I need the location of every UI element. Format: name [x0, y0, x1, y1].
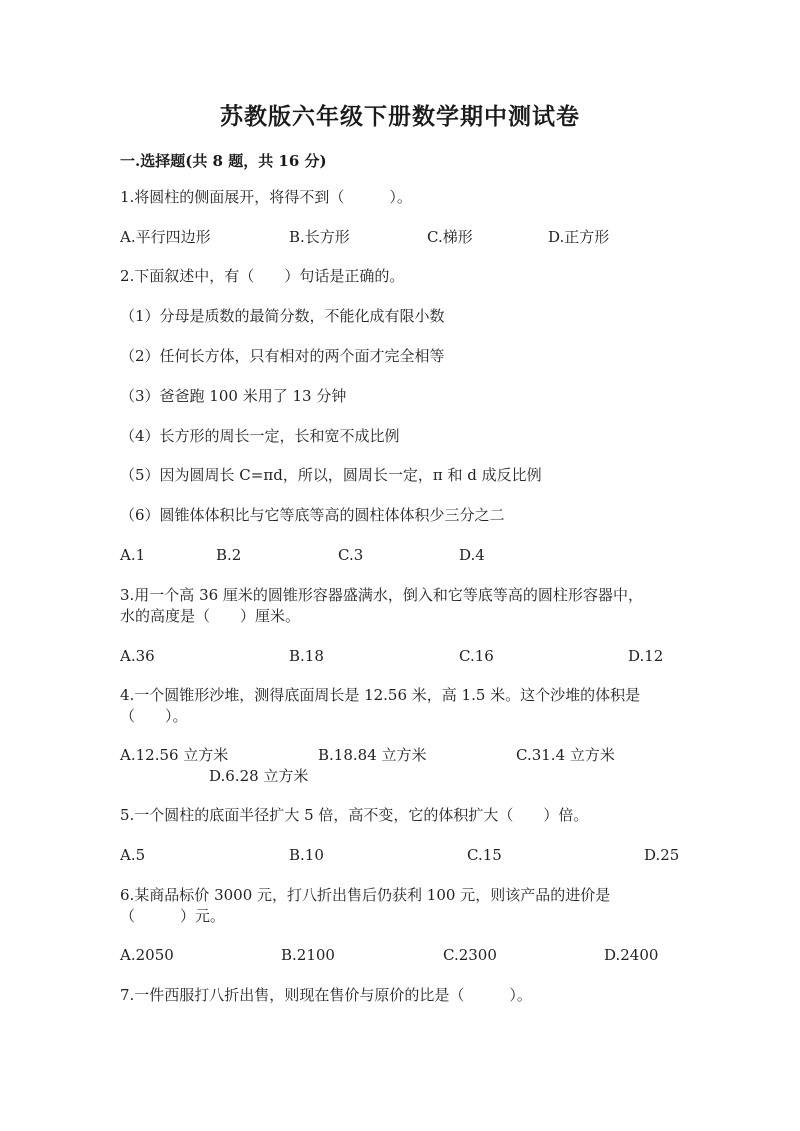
q4-option-a[interactable]: A.12.56 立方米: [120, 746, 229, 764]
question-7-stem: 7.一件西服打八折出售，则现在售价与原价的比是（ ）。: [120, 986, 532, 1004]
q5-option-a[interactable]: A.5: [120, 846, 146, 864]
q3-option-b[interactable]: B.18: [289, 647, 324, 665]
q1-option-a[interactable]: A.平行四边形: [120, 228, 211, 246]
q2-statement-2: （2）任何长方体，只有相对的两个面才完全相等: [120, 347, 445, 365]
q4-option-d[interactable]: D.6.28 立方米: [209, 767, 309, 785]
q5-option-c[interactable]: C.15: [467, 846, 502, 864]
question-3-stem-line-2: 水的高度是（ ）厘米。: [120, 607, 301, 625]
q2-statement-1: （1）分母是质数的最简分数，不能化成有限小数: [120, 307, 445, 325]
question-4-stem-line-2: （ ）。: [120, 707, 188, 725]
question-4-stem-line-1: 4.一个圆锥形沙堆，测得底面周长是 12.56 米，高 1.5 米。这个沙堆的体积是: [120, 686, 641, 704]
q3-option-a[interactable]: A.36: [120, 647, 155, 665]
q4-option-b[interactable]: B.18.84 立方米: [318, 746, 427, 764]
question-5-stem: 5.一个圆柱的底面半径扩大 5 倍，高不变，它的体积扩大（ ）倍。: [120, 806, 589, 824]
q2-statement-6: （6）圆锥体体积比与它等底等高的圆柱体体积少三分之二: [120, 506, 505, 524]
q1-option-d[interactable]: D.正方形: [548, 228, 610, 246]
q2-statement-5: （5）因为圆周长 C=πd，所以，圆周长一定，π 和 d 成反比例: [120, 466, 542, 484]
q2-option-a[interactable]: A.1: [120, 546, 146, 564]
q2-statement-4: （4）长方形的周长一定，长和宽不成比例: [120, 427, 400, 445]
q6-option-a[interactable]: A.2050: [120, 946, 174, 964]
q1-option-b[interactable]: B.长方形: [289, 228, 350, 246]
q2-option-c[interactable]: C.3: [338, 546, 364, 564]
q5-option-d[interactable]: D.25: [644, 846, 680, 864]
q6-option-b[interactable]: B.2100: [281, 946, 335, 964]
question-1-stem: 1.将圆柱的侧面展开，将得不到（ ）。: [120, 188, 412, 206]
q2-statement-3: （3）爸爸跑 100 米用了 13 分钟: [120, 387, 347, 405]
q2-option-d[interactable]: D.4: [459, 546, 485, 564]
q4-option-c[interactable]: C.31.4 立方米: [516, 746, 615, 764]
exam-title: 苏教版六年级下册数学期中测试卷: [220, 103, 580, 130]
q6-option-d[interactable]: D.2400: [604, 946, 659, 964]
question-2-stem: 2.下面叙述中，有（ ）句话是正确的。: [120, 267, 405, 285]
q3-option-c[interactable]: C.16: [459, 647, 494, 665]
q1-option-c[interactable]: C.梯形: [427, 228, 473, 246]
question-6-stem-line-2: （ ）元。: [120, 907, 226, 925]
q2-option-b[interactable]: B.2: [216, 546, 242, 564]
question-3-stem-line-1: 3.用一个高 36 厘米的圆锥形容器盛满水，倒入和它等底等高的圆柱形容器中，: [120, 586, 643, 604]
q5-option-b[interactable]: B.10: [289, 846, 324, 864]
question-6-stem-line-1: 6.某商品标价 3000 元，打八折出售后仍获利 100 元，则该产品的进价是: [120, 886, 611, 904]
q6-option-c[interactable]: C.2300: [443, 946, 497, 964]
section-heading: 一.选择题(共 8 题，共 16 分): [120, 152, 327, 170]
q3-option-d[interactable]: D.12: [628, 647, 664, 665]
